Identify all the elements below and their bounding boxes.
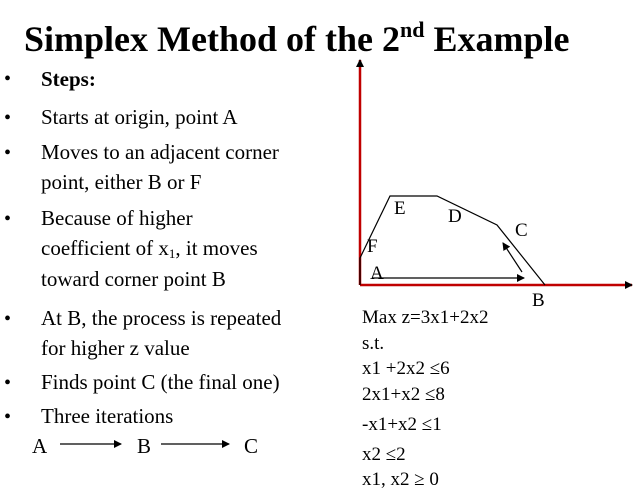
- bullet-dot: •: [4, 406, 12, 428]
- title-rest: Example: [424, 19, 570, 59]
- path-arrow-b-to-c: [503, 243, 522, 272]
- bullet-dot: •: [4, 142, 12, 164]
- bullet-final: Finds point C (the final one): [41, 370, 280, 394]
- bullet-dot: •: [4, 68, 12, 90]
- bullet-adjacent-line2: point, either B or F: [41, 170, 202, 194]
- bullet-repeat-line1: At B, the process is repeated: [41, 306, 282, 330]
- point-label-c: C: [515, 220, 528, 241]
- point-label-b: B: [532, 290, 545, 311]
- constraint-5: x1, x2 ≥ 0: [362, 469, 439, 490]
- flow-label-c: C: [244, 434, 259, 458]
- bullet-adjacent-line1: Moves to an adjacent corner: [41, 140, 279, 164]
- subject-to-label: s.t.: [362, 333, 385, 354]
- bullet-steps: Steps:: [41, 67, 96, 91]
- bullet-iterations: Three iterations: [41, 404, 174, 428]
- bullet-higher-line1: Because of higher: [41, 206, 193, 230]
- bullet-dot: •: [4, 208, 12, 230]
- bullet-higher-line2: coefficient of $x_1$, it moves: [41, 236, 258, 261]
- constraint-2: 2x1+x2 ≤8: [362, 384, 445, 405]
- point-label-f: F: [367, 236, 378, 257]
- bullet-dot: •: [4, 107, 12, 129]
- point-label-d: D: [448, 206, 462, 227]
- constraint-1: x1 +2x2 ≤6: [362, 358, 450, 379]
- bullet-dot: •: [4, 372, 12, 394]
- point-label-e: E: [394, 198, 406, 219]
- bullet-higher-line3: toward corner point B: [41, 267, 226, 291]
- title-superscript: nd: [399, 17, 425, 42]
- bullet-origin: Starts at origin, point A: [41, 105, 238, 129]
- title-main: Simplex Method of the 2: [24, 19, 400, 59]
- flow-label-b: B: [137, 434, 152, 458]
- constraint-4: x2 ≤2: [362, 444, 406, 465]
- bullet-repeat-line2: for higher z value: [41, 336, 190, 360]
- point-label-a: A: [370, 263, 384, 284]
- flow-label-a: A: [32, 434, 48, 458]
- constraint-3: -x1+x2 ≤1: [362, 414, 442, 435]
- bullet-dot: •: [4, 308, 12, 330]
- objective-function: Max z=3x1+2x2: [362, 307, 489, 328]
